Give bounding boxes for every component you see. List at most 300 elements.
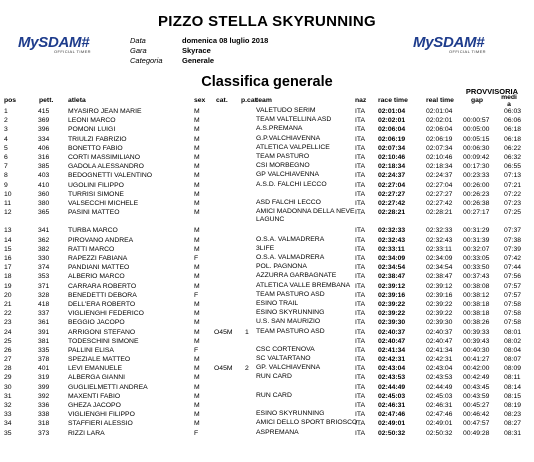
- cell-gap: 00:06:30: [463, 144, 490, 152]
- cell-race-time: 02:07:34: [378, 144, 406, 152]
- mysdam-logo-left: [18, 34, 91, 54]
- cell-team: SC VALTARTANO: [256, 355, 311, 363]
- logo-hash: #: [476, 34, 485, 51]
- cell-sex: M: [194, 227, 200, 235]
- cell-pos: 12: [4, 209, 12, 217]
- cell-cat: O45M: [214, 365, 233, 373]
- cell-pos: 18: [4, 273, 12, 281]
- table-row: [0, 162, 534, 171]
- col-nat: naz: [355, 97, 367, 104]
- table-row: [0, 245, 534, 254]
- cell-avg: 07:37: [504, 227, 522, 235]
- cell-team: A.S.D. FALCHI LECCO: [256, 180, 327, 188]
- cell-team: ATLETICA VALPELLICE: [256, 143, 330, 151]
- cell-real-time: 02:45:03: [426, 392, 453, 400]
- cell-team: RUN CARD: [256, 391, 292, 399]
- meta-category-value: Generale: [182, 56, 215, 65]
- cell-race-time: 02:44:49: [378, 383, 406, 391]
- cell-bib: 406: [38, 144, 50, 152]
- cell-bib: 365: [38, 209, 50, 217]
- cell-race-time: 02:27:42: [378, 199, 406, 207]
- table-row: [0, 318, 534, 327]
- cell-athlete: MYASIRO JEAN MARIE: [68, 108, 142, 115]
- cell-pos: 21: [4, 300, 12, 308]
- table-row: [0, 309, 534, 318]
- col-team: team: [256, 97, 272, 104]
- cell-bib: 399: [38, 383, 50, 391]
- cell-athlete: STAFFIERI ALESSIO: [68, 420, 133, 428]
- cell-nat: ITA: [355, 356, 366, 364]
- table-row: [0, 410, 534, 419]
- meta-date-value: domenica 08 luglio 2018: [182, 36, 269, 45]
- col-pcat: p.cat: [241, 97, 257, 104]
- cell-nat: ITA: [355, 402, 366, 410]
- cell-avg: 08:07: [504, 356, 522, 364]
- table-row: [0, 346, 534, 355]
- cell-real-time: 02:27:42: [426, 199, 453, 207]
- cell-pos: 29: [4, 374, 12, 382]
- cell-gap: 00:43:59: [463, 392, 490, 400]
- cell-race-time: 02:45:03: [378, 392, 406, 400]
- cell-real-time: 02:40:47: [426, 337, 453, 345]
- cell-avg: 07:13: [504, 172, 522, 180]
- cell-nat: ITA: [355, 264, 366, 272]
- cell-sex: M: [194, 402, 200, 410]
- cell-sex: M: [194, 117, 200, 125]
- table-row: [0, 107, 534, 116]
- cell-avg: 07:21: [504, 181, 522, 189]
- cell-avg: 07:23: [504, 199, 522, 207]
- cell-athlete: BENEDETTI DEBORA: [68, 291, 137, 299]
- cell-pos: 9: [4, 181, 8, 189]
- cell-race-time: 02:50:32: [378, 429, 406, 437]
- cell-team: 3LIFE: [256, 244, 275, 252]
- col-cat: cat.: [216, 97, 228, 104]
- cell-real-time: 02:02:01: [426, 117, 453, 125]
- cell-real-time: 02:42:31: [426, 356, 453, 364]
- cell-gap: 00:33:50: [463, 264, 490, 272]
- cell-athlete: BEGGIO JACOPO: [68, 319, 125, 327]
- cell-avg: 07:58: [504, 310, 522, 318]
- cell-bib: 373: [38, 429, 50, 437]
- cell-team: TEAM PASTURO ASD: [256, 327, 325, 335]
- meta-date-label: Data: [130, 36, 146, 45]
- cell-athlete: DELL'ERA ROBERTO: [68, 300, 136, 308]
- cell-bib: 410: [38, 181, 50, 189]
- cell-sex: M: [194, 328, 200, 336]
- cell-pos: 33: [4, 411, 12, 419]
- cell-bib: 328: [38, 291, 50, 299]
- cell-race-time: 02:06:19: [378, 135, 406, 143]
- cell-gap: 00:23:33: [463, 172, 490, 180]
- cell-bib: 382: [38, 245, 50, 253]
- cell-team: O.S.A. VALMADRERA: [256, 254, 325, 262]
- cell-bib: 361: [38, 319, 50, 327]
- cell-real-time: 02:47:46: [426, 411, 453, 419]
- table-row: [0, 263, 534, 272]
- table-row: [0, 125, 534, 134]
- cell-avg: 07:39: [504, 245, 522, 253]
- cell-nat: ITA: [355, 328, 366, 336]
- cell-nat: ITA: [355, 310, 366, 318]
- col-bib: pett.: [39, 97, 54, 104]
- cell-athlete: PASINI MATTEO: [68, 209, 120, 217]
- cell-gap: 00:45:27: [463, 402, 490, 410]
- cell-real-time: 02:27:04: [426, 181, 453, 189]
- mysdam-logo-right: [413, 34, 486, 54]
- cell-gap: 00:39:43: [463, 337, 490, 345]
- cell-pos: 5: [4, 144, 8, 152]
- table-row: [0, 401, 534, 410]
- cell-sex: M: [194, 365, 200, 373]
- cell-real-time: 02:46:31: [426, 402, 453, 410]
- table-row: [0, 272, 534, 281]
- cell-sex: F: [194, 255, 199, 263]
- cell-pos: 24: [4, 328, 12, 336]
- cell-pos: 35: [4, 429, 12, 437]
- table-row: [0, 282, 534, 291]
- cell-pos: 30: [4, 383, 12, 391]
- cell-gap: 00:05:00: [463, 126, 490, 134]
- meta-race-label: Gara: [130, 46, 147, 55]
- section-title: Classifica generale: [201, 74, 333, 90]
- meta-race-value: Skyrace: [182, 46, 211, 55]
- cell-avg: 06:22: [504, 144, 522, 152]
- cell-pos: 25: [4, 337, 12, 345]
- table-row: [0, 181, 534, 190]
- cell-bib: 330: [38, 255, 50, 263]
- cell-sex: F: [194, 291, 199, 299]
- cell-gap: 00:38:26: [463, 319, 490, 327]
- cell-race-time: 02:39:16: [378, 291, 406, 299]
- cell-sex: M: [194, 199, 200, 207]
- cell-nat: ITA: [355, 255, 366, 263]
- cell-pos: 1: [4, 108, 8, 115]
- table-row: [0, 116, 534, 125]
- cell-team: RUN CARD: [256, 373, 292, 381]
- cell-nat: ITA: [355, 245, 366, 253]
- cell-athlete: GHEZA JACOPO: [68, 402, 121, 410]
- cell-race-time: 02:49:01: [378, 420, 406, 428]
- cell-gap: 00:38:12: [463, 291, 490, 299]
- cell-real-time: 02:40:37: [426, 328, 453, 336]
- cell-bib: 319: [38, 374, 50, 382]
- table-row: [0, 291, 534, 300]
- table-row: [0, 199, 534, 208]
- cell-team: VALETUDO SERIM: [256, 107, 316, 114]
- cell-avg: 06:18: [504, 135, 522, 143]
- cell-gap: 00:00:57: [463, 117, 490, 125]
- cell-cat: O45M: [214, 328, 233, 336]
- cell-pos: 4: [4, 135, 8, 143]
- cell-athlete: PALLINI ELISA: [68, 346, 114, 354]
- cell-pcat: 2: [245, 365, 249, 373]
- cell-athlete: RATTI MARCO: [68, 245, 115, 253]
- col-gap: gap: [471, 97, 484, 104]
- cell-avg: 07:25: [504, 209, 522, 217]
- table-row: [0, 144, 534, 153]
- cell-sex: M: [194, 356, 200, 364]
- col-sex: sex: [194, 97, 206, 104]
- cell-athlete: TRIULZI FABRIZIO: [68, 135, 127, 143]
- cell-sex: M: [194, 153, 200, 161]
- cell-sex: M: [194, 245, 200, 253]
- cell-athlete: ALBERGA GIANNI: [68, 374, 126, 382]
- cell-race-time: 02:32:43: [378, 236, 406, 244]
- cell-bib: 360: [38, 190, 50, 198]
- cell-gap: 00:47:57: [463, 420, 490, 428]
- cell-race-time: 02:24:37: [378, 172, 406, 180]
- cell-avg: 08:27: [504, 420, 522, 428]
- cell-sex: M: [194, 337, 200, 345]
- cell-gap: 00:31:29: [463, 227, 490, 235]
- cell-race-time: 02:27:27: [378, 190, 406, 198]
- cell-nat: ITA: [355, 181, 366, 189]
- col-avg: medi a: [501, 94, 517, 108]
- cell-pos: 17: [4, 264, 12, 272]
- cell-avg: 06:18: [504, 126, 522, 134]
- cell-bib: 338: [38, 411, 50, 419]
- cell-real-time: 02:44:49: [426, 383, 453, 391]
- cell-bib: 380: [38, 199, 50, 207]
- cell-real-time: 02:24:37: [426, 172, 453, 180]
- cell-nat: ITA: [355, 392, 366, 400]
- cell-avg: 07:22: [504, 190, 522, 198]
- cell-nat: ITA: [355, 126, 366, 134]
- table-row: [0, 337, 534, 346]
- cell-real-time: 02:28:21: [426, 209, 453, 217]
- cell-avg: 08:19: [504, 402, 522, 410]
- cell-sex: M: [194, 420, 200, 428]
- cell-race-time: 02:27:04: [378, 181, 406, 189]
- cell-pos: 15: [4, 245, 12, 253]
- col-athlete: atleta: [68, 97, 86, 104]
- cell-race-time: 02:46:31: [378, 402, 406, 410]
- logo-subtitle: OFFICIAL TIMER: [54, 49, 91, 54]
- cell-bib: 381: [38, 337, 50, 345]
- cell-real-time: 02:39:22: [426, 310, 453, 318]
- cell-sex: M: [194, 392, 200, 400]
- cell-team: TEAM PASTURO ASD: [256, 290, 325, 298]
- cell-pos: 11: [4, 199, 12, 207]
- table-row: [0, 300, 534, 309]
- cell-race-time: 02:39:12: [378, 282, 406, 290]
- cell-real-time: 02:10:46: [426, 153, 453, 161]
- cell-bib: 401: [38, 365, 50, 373]
- cell-avg: 08:09: [504, 365, 522, 373]
- cell-avg: 07:58: [504, 319, 522, 327]
- cell-team: O.S.A. VALMADRERA: [256, 235, 325, 243]
- cell-team: ESINO SKYRUNNING: [256, 410, 325, 418]
- cell-race-time: 02:34:54: [378, 264, 406, 272]
- cell-pos: 8: [4, 172, 8, 180]
- cell-avg: 08:11: [504, 374, 521, 382]
- cell-bib: 353: [38, 273, 50, 281]
- cell-athlete: RIZZI LARA: [68, 429, 105, 437]
- cell-team: G.P.VALCHIAVENNA: [256, 134, 321, 142]
- logo-text: MySDAM: [18, 34, 82, 51]
- cell-real-time: 02:39:22: [426, 300, 453, 308]
- cell-team: TEAM PASTURO: [256, 152, 310, 160]
- meta-race: [130, 46, 211, 55]
- event-title: PIZZO STELLA SKYRUNNING: [157, 13, 376, 30]
- cell-nat: ITA: [355, 153, 366, 161]
- table-row: [0, 226, 534, 235]
- cell-race-time: 02:43:04: [378, 365, 406, 373]
- cell-team: GP VALCHIAVENNA: [256, 171, 320, 179]
- cell-race-time: 02:28:21: [378, 209, 406, 217]
- cell-sex: M: [194, 300, 200, 308]
- cell-gap: 00:05:15: [463, 135, 490, 143]
- cell-nat: ITA: [355, 282, 366, 290]
- cell-nat: ITA: [355, 108, 366, 115]
- table-row: [0, 392, 534, 401]
- cell-real-time: 02:33:11: [426, 245, 452, 253]
- cell-race-time: 02:39:22: [378, 310, 406, 318]
- cell-sex: M: [194, 273, 200, 281]
- cell-avg: 07:56: [504, 273, 522, 281]
- table-row: [0, 364, 534, 373]
- cell-gap: 00:26:38: [463, 199, 490, 207]
- cell-team: ASD FALCHI LECCO: [256, 198, 321, 206]
- cell-pos: 14: [4, 236, 12, 244]
- cell-bib: 369: [38, 117, 50, 125]
- cell-sex: M: [194, 163, 200, 171]
- cell-race-time: 02:18:34: [378, 163, 406, 171]
- cell-nat: ITA: [355, 273, 366, 281]
- cell-team: CSC CORTENOVA: [256, 345, 315, 353]
- cell-pos: 22: [4, 310, 12, 318]
- cell-gap: 00:43:45: [463, 383, 490, 391]
- cell-nat: ITA: [355, 291, 366, 299]
- cell-nat: ITA: [355, 411, 366, 419]
- cell-pos: 34: [4, 420, 12, 428]
- cell-race-time: 02:39:30: [378, 319, 406, 327]
- cell-avg: 07:57: [504, 282, 522, 290]
- cell-real-time: 02:06:19: [426, 135, 453, 143]
- cell-race-time: 02:40:47: [378, 337, 406, 345]
- cell-avg: 07:38: [504, 236, 522, 244]
- cell-gap: 00:39:33: [463, 328, 490, 336]
- cell-sex: M: [194, 319, 200, 327]
- cell-pos: 7: [4, 163, 8, 171]
- cell-sex: M: [194, 209, 200, 217]
- cell-bib: 385: [38, 163, 50, 171]
- cell-race-time: 02:41:34: [378, 346, 406, 354]
- cell-pos: 13: [4, 227, 12, 235]
- cell-avg: 08:15: [504, 392, 522, 400]
- cell-gap: 00:46:42: [463, 411, 490, 419]
- cell-athlete: UGOLINI FILIPPO: [68, 181, 124, 189]
- cell-gap: 00:27:17: [463, 209, 490, 217]
- cell-real-time: 02:18:34: [426, 163, 453, 171]
- cell-nat: ITA: [355, 227, 366, 235]
- cell-real-time: 02:27:27: [426, 190, 453, 198]
- cell-sex: M: [194, 190, 200, 198]
- provisional-label: PROVVISORIA: [465, 87, 518, 96]
- col-real-time: real time: [426, 97, 454, 104]
- cell-athlete: PANDIANI MATTEO: [68, 264, 130, 272]
- cell-nat: ITA: [355, 117, 366, 125]
- cell-avg: 07:42: [504, 255, 522, 263]
- cell-team: ESINO TRAIL: [256, 299, 299, 307]
- cell-pos: 27: [4, 356, 12, 364]
- cell-pos: 2: [4, 117, 8, 125]
- cell-nat: ITA: [355, 429, 366, 437]
- cell-team: ATLETICA VALLE BREMBANA: [256, 281, 351, 289]
- cell-real-time: 02:43:04: [426, 365, 453, 373]
- cell-nat: ITA: [355, 300, 366, 308]
- cell-nat: ITA: [355, 383, 366, 391]
- cell-avg: 06:55: [504, 163, 522, 171]
- logo-subtitle: OFFICIAL TIMER: [449, 49, 486, 54]
- cell-nat: ITA: [355, 319, 366, 327]
- cell-team: CSI MORBEGNO: [256, 162, 310, 170]
- cell-gap: 00:26:23: [463, 190, 490, 198]
- table-row: [0, 328, 534, 337]
- cell-sex: F: [194, 429, 199, 437]
- cell-gap: 00:37:43: [463, 273, 490, 281]
- cell-team: AZZURRA GARBAGNATE: [256, 272, 337, 280]
- meta-date: [130, 36, 268, 45]
- table-row: [0, 171, 534, 180]
- cell-avg: 06:32: [504, 153, 522, 161]
- cell-pos: 6: [4, 153, 8, 161]
- cell-gap: 00:38:08: [463, 282, 490, 290]
- cell-real-time: 02:38:47: [426, 273, 453, 281]
- cell-athlete: LEVI EMANUELE: [68, 365, 123, 373]
- cell-gap: 00:26:00: [463, 181, 490, 189]
- table-row: [0, 135, 534, 144]
- cell-nat: ITA: [355, 420, 366, 428]
- cell-bib: 318: [38, 420, 50, 428]
- cell-sex: F: [194, 346, 199, 354]
- cell-nat: ITA: [355, 190, 366, 198]
- table-row: [0, 355, 534, 364]
- cell-race-time: 02:01:04: [378, 108, 406, 115]
- cell-avg: 08:23: [504, 411, 522, 419]
- cell-team: POL. PAGNONA: [256, 263, 307, 271]
- cell-team: U.S. SAN MAURIZIO: [256, 318, 321, 326]
- cell-athlete: BONETTO FABIO: [68, 144, 123, 152]
- col-race-time: race time: [378, 97, 408, 104]
- cell-athlete: VIGLIENGHI FILIPPO: [68, 411, 135, 419]
- cell-nat: ITA: [355, 199, 366, 207]
- cell-real-time: 02:49:01: [426, 420, 453, 428]
- cell-race-time: 02:06:04: [378, 126, 406, 134]
- cell-pos: 16: [4, 255, 12, 263]
- cell-gap: 00:41:27: [463, 356, 490, 364]
- cell-athlete: GADOLA ALESSANDRO: [68, 163, 144, 171]
- logo-hash: #: [81, 34, 90, 51]
- cell-bib: 371: [38, 282, 50, 290]
- cell-gap: 00:31:39: [463, 236, 490, 244]
- cell-bib: 335: [38, 346, 50, 354]
- cell-avg: 08:01: [504, 328, 522, 336]
- cell-gap: 00:17:30: [463, 163, 490, 171]
- cell-avg: 07:58: [504, 300, 522, 308]
- cell-avg: 06:03: [504, 108, 522, 115]
- cell-race-time: 02:02:01: [378, 117, 406, 125]
- cell-avg: 07:44: [504, 264, 522, 272]
- cell-pos: 19: [4, 282, 12, 290]
- cell-athlete: RAPEZZI FABIANA: [68, 255, 128, 263]
- cell-athlete: LEONI MARCO: [68, 117, 116, 125]
- cell-athlete: CARRARA ROBERTO: [68, 282, 137, 290]
- cell-bib: 341: [38, 227, 50, 235]
- cell-sex: M: [194, 181, 200, 189]
- cell-gap: 00:32:07: [463, 245, 490, 253]
